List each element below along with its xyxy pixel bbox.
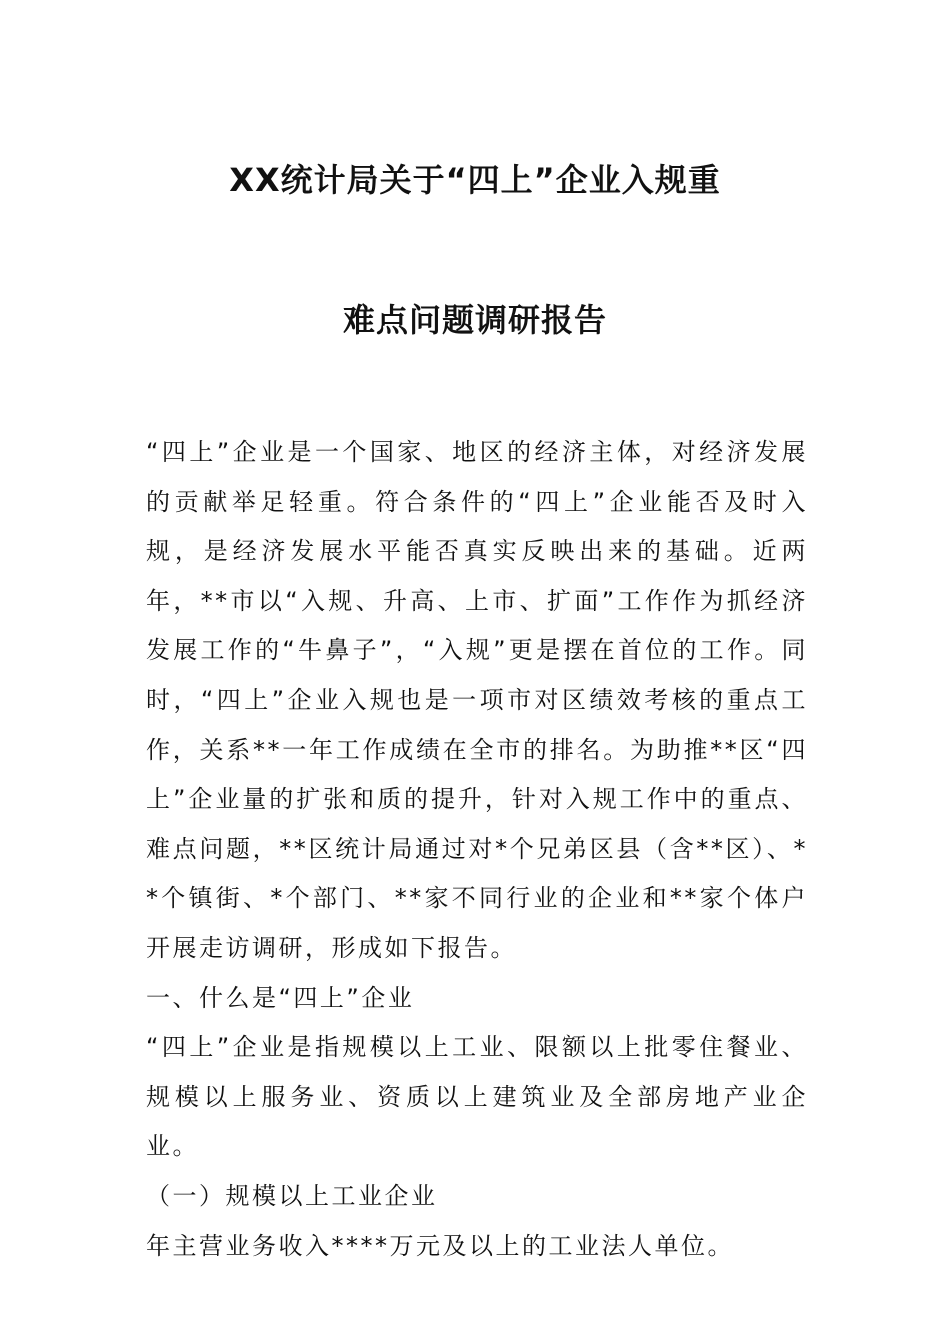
section-heading-1: 一、什么是“四上”企业 [146, 983, 415, 1012]
document-body [146, 428, 808, 1271]
definition-paragraph: “四上”企业是指规模以上工业、限额以上批零住餐业、规模以上服务业、资质以上建筑业及全部房地产业企业。 [146, 1033, 808, 1161]
intro-paragraph: “四上”企业是一个国家、地区的经济主体，对经济发展的贡献举足轻重。符合条件的“四上”企业能否及时入规，是经济发展水平能否真实反映出来的基础。近两年，**市以“入规、升高、上市、扩面”工作作为抓经济发展工作的“牛鼻子”，“入规”更是摆在首位的工作。同时，“四上”企业入规也是一项市对区绩效考核的重点工作，关系**一年工作成绩在全市的排名。为助推**区“四上”企业量的扩张和质的提升，针对入规工作中的重点、难点问题，**区统计局通过对*个兄弟区县（含**区）、**个镇街、*个部门、**家不同行业的企业和**家个体户开展走访调研，形成如下报告。 [146, 438, 808, 962]
subsection-paragraph-1: 年主营业务收入****万元及以上的工业法人单位。 [146, 1231, 734, 1260]
document-title-line-1: XX统计局关于“四上”企业入规重 [229, 161, 721, 199]
document-title-line-2: 难点问题调研报告 [342, 301, 607, 339]
subsection-heading-1: （一）规模以上工业企业 [146, 1181, 438, 1210]
